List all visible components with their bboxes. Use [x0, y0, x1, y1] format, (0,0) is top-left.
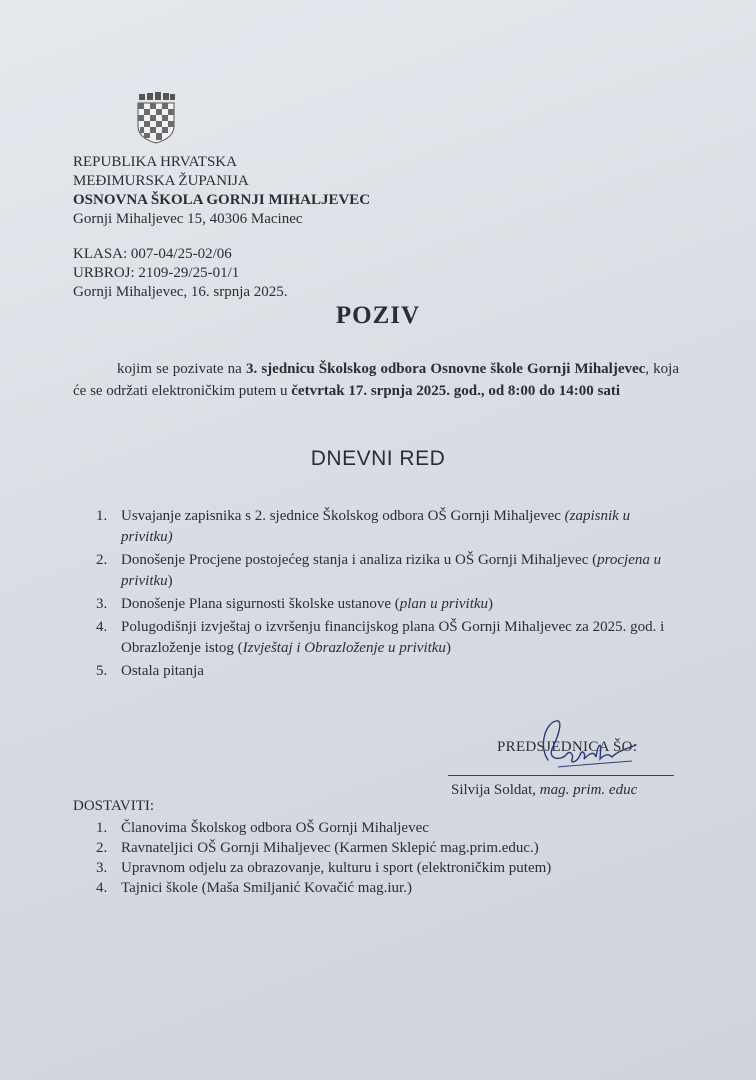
agenda-item-number: 4.	[96, 619, 108, 635]
recipient-number: 2.	[96, 840, 108, 856]
distribution-list	[96, 818, 551, 898]
klasa: KLASA: 007-04/25-02/06	[73, 246, 232, 262]
intro-text-1: kojim se pozivate na	[117, 361, 246, 377]
letterhead-school: OSNOVNA ŠKOLA GORNJI MIHALJEVEC	[73, 192, 371, 208]
agenda-item-text: Ostala pitanja	[121, 663, 204, 679]
agenda-item-suffix: )	[445, 640, 451, 656]
coat-of-arms-icon	[136, 92, 176, 144]
document-meta	[73, 245, 288, 302]
agenda-item-suffix: )	[167, 573, 173, 589]
recipient-item	[96, 858, 551, 878]
agenda-item-note: procjena u privitku	[121, 552, 662, 589]
agenda-item	[96, 506, 680, 548]
agenda-item-text: Donošenje Plana sigurnosti školske ustanove (	[121, 596, 400, 612]
document-title: POZIV	[335, 302, 421, 329]
letterhead-country: REPUBLIKA HRVATSKA	[73, 154, 237, 170]
letterhead-county: MEĐIMURSKA ŽUPANIJA	[73, 173, 249, 189]
recipient-text: Upravnom odjelu za obrazovanje, kulturu i sport (elektroničkim putem)	[121, 860, 552, 876]
agenda-title: DNEVNI RED	[310, 447, 446, 470]
agenda-item	[96, 617, 680, 659]
agenda-item	[96, 594, 680, 615]
agenda-item-number: 1.	[96, 508, 108, 524]
recipient-text: Članovima Školskog odbora OŠ Gornji Mihaljevec	[121, 820, 429, 836]
agenda-item	[96, 550, 680, 592]
letterhead	[73, 153, 370, 229]
signatory-name-text: Silvija Soldat,	[451, 782, 540, 798]
recipient-number: 4.	[96, 880, 108, 896]
signature-line	[448, 775, 674, 776]
recipient-number: 3.	[96, 860, 108, 876]
agenda-item-number: 5.	[96, 663, 108, 679]
recipient-number: 1.	[96, 820, 108, 836]
recipient-item	[96, 838, 551, 858]
letterhead-address: Gornji Mihaljevec 15, 40306 Macinec	[73, 211, 303, 227]
agenda-item-number: 2.	[96, 552, 108, 568]
recipient-item	[96, 878, 551, 898]
agenda-item	[96, 661, 680, 682]
agenda-item-number: 3.	[96, 596, 108, 612]
agenda-item-note: Izvještaj i Obrazloženje u privitku	[242, 640, 446, 656]
intro-paragraph	[73, 358, 679, 402]
recipient-text: Tajnici škole (Maša Smiljanić Kovačić mag.iur.)	[121, 880, 412, 896]
place-date: Gornji Mihaljevec, 16. srpnja 2025.	[73, 284, 288, 300]
agenda-item-text: Usvajanje zapisnika s 2. sjednice Školskog odbora OŠ Gornji Mihaljevec	[121, 508, 565, 524]
agenda-item-text: Polugodišnji izvještaj o izvršenju financijskog plana OŠ Gornji Mihaljevec za 2025. god. i Obrazloženje istog (	[121, 619, 665, 656]
agenda-list	[96, 506, 680, 684]
agenda-item-suffix: )	[488, 596, 494, 612]
intro-bold-2: četvrtak 17. srpnja 2025. god., od 8:00 do 14:00 sati	[291, 383, 621, 399]
signatory-title: mag. prim. educ	[539, 782, 638, 798]
intro-text-2: , koja će se održati elektroničkim putem u	[73, 361, 679, 399]
urbroj: URBROJ: 2109-29/25-01/1	[73, 265, 240, 281]
agenda-item-note: plan u privitku	[399, 596, 489, 612]
agenda-item-note: (zapisnik u privitku)	[121, 508, 631, 545]
recipient-text: Ravnateljici OŠ Gornji Mihaljevec (Karmen Sklepić mag.prim.educ.)	[121, 840, 539, 856]
intro-bold-1: 3. sjednicu Školskog odbora Osnovne škole Gornji Mihaljevec	[245, 361, 646, 377]
signature-role: PREDSJEDNICA ŠO:	[497, 739, 638, 755]
recipient-item	[96, 818, 551, 838]
distribution-label: DOSTAVITI:	[73, 798, 155, 814]
signatory-name	[451, 782, 637, 799]
agenda-item-text: Donošenje Procjene postojećeg stanja i analiza rizika u OŠ Gornji Mihaljevec (	[121, 552, 598, 568]
